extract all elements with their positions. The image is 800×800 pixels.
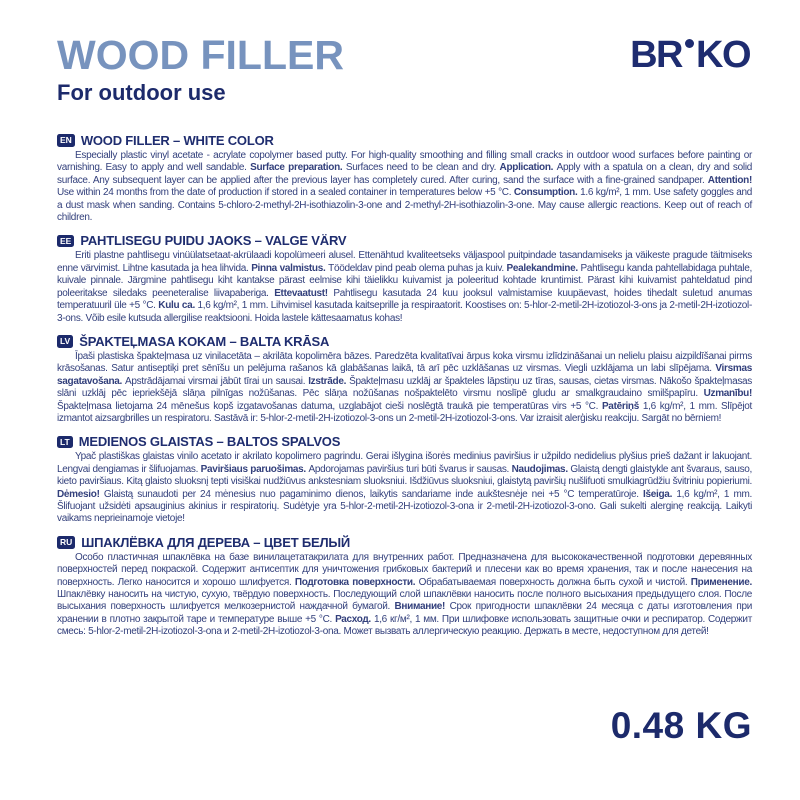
lang-badge-lt: LT [57,436,73,449]
product-subtitle: For outdoor use [57,80,226,106]
section-lt-header [57,434,752,449]
section-lt-heading: MEDIENOS GLAISTAS – BALTOS SPALVOS [78,434,341,450]
section-ee-header [57,233,752,248]
section-lt-body: Ypač plastiškas glaistas vinilo acetato ir akrilato kopolimero pagrindu. Gerai išlygina išorės medinius paviršius ir užpildo nedidelius plyšius prieš dažant ir lakuojant. Lengvai dengiamas ir šlifuojamas. Paviršiaus paruošimas. Apdorojamas paviršius turi būti švarus ir sausas. Naudojimas. Glaistą dengti glaistykle ant švaraus, sauso, kieto paviršiaus. Kitą glaisto sluoksnį tepti visiškai nudžiūvus ankstesniam sluoksniui. Išdžiūvus sluoksniui, glaistytą paviršių nušlifuoti smulkiagrūdžiu švitriniu popieriumi. Dėmesio! Glaistą sunaudoti per 24 mėnesius nuo pagaminimo dienos, laikytis sandariame inde aukštesnėje nei +5 °C temperatūroje. Išeiga. 1,6 kg/m², 1 mm. Šlifuojant užsidėti apsauginius akinius ir respiratorių. Sudėtyje yra 5-hlor-2-metil-2H-izotiozol-3-ona ir 2-metil-2H-izotiozol-3-ono. Gali sukelti alerginę reakciją. Laikyti vaikams neprieinamoje vietoje! [57,451,753,525]
briko-logo [630,36,750,74]
section-lv-body: Īpaši plastiska špakteļmasa uz vinilacetāta – akrilāta kopolimēra bāzes. Paredzēta kvalitatīvai ārpus koka virsmu izlīdzināšanai un nelielu plaisu aizpildīšanai pirms krāsošanas. Satur antiseptiķi pret sēnīšu un pelējuma rašanos kā glabāšanas laikā, tā arī pēc uzklāšanas uz virsmas. Viegli uzklājama un labi slīpējama. Virsmas sagatavošana. Apstrādājamai virsmai jābūt tīrai un sausai. Izstrāde. Špakteļmasu uzklāj ar špakteles lāpstiņu uz tīras, sausas, cietas virsmas. Nākošo špakteļmasas slāni uzklāj pēc iepriekšējā slāņa pilnīgas nožūšanas. Pēc slāņa nožūšanas nošpaktelēto virsmu noslīpē gludu ar smalkgraudaino smilšpapīru. Uzmanību! Špakteļmasa lietojama 24 mēnešus kopš izgatavošanas datuma, uzglabājot cieši noslēgtā traukā pie temperatūras virs +5 °C. Patēriņš 1,6 kg/m², 1 mm. Slīpējot izmantot aizsargbrilles un respiratoru. Sastāvā ir: 5-hlor-2-metil-2H-izotiozol-3-ons un 2-metil-2H-izotiozol-3-ons. Var izraisit alerģisku reakciju. Sargāt no bērniem! [57,350,752,424]
lang-badge-en: EN [57,134,75,147]
net-weight-label: 0.48 KG [610,705,752,746]
lang-badge-ru: RU [57,536,75,549]
section-lv-heading: ŠPAKTEĻMASA KOKAM – BALTA KRĀSA [79,333,330,349]
section-ru-body: Особо пластичная шпаклёвка на базе винилацетатакрилата для внутренних работ. Предназначена для высококачественной подготовки деревянных поверхностей перед покраской. Содержит антисептик для уничтожения грибковых бактерий и плесени как во время хранения, так и после нанесения на поверхность. Легко наносится и хорошо шлифуется. Подготовка поверхности. Обрабатываемая поверхность должна быть сухой и чистой. Применение. Шпаклёвку наносить на чистую, сухую, твёрдую поверхность. Последующий слой шпаклёвки наносить после полного высыхания предыдущего слоя. После высыхания поверхность шлифуется мелкозернистой наждачной бумагой. Внимание! Срок пригодности шпаклёвки 24 месяца с даты изготовления при хранении в плотно закрытой таре и температуре выше +5 °C. Расход. 1,6 кг/м², 1 мм. При шлифовке использовать защитные очки и респиратор. Содержит смесь: 5-hlor-2-metil-2H-izotiozol-3-ona и 2-metil-2H-izotiozol-3-ona. Может вызвать аллергическую реакцию. Держать в месте, недоступном для детей! [57,551,752,638]
section-en-header [57,133,752,148]
section-ru [57,535,752,639]
language-sections [57,133,752,639]
section-ee-heading: PAHTLISEGU PUIDU JAOKS – VALGE VÄRV [80,233,347,249]
briko-logo-text-left: BR [630,34,682,76]
product-title: WOOD FILLER [57,32,344,78]
lang-badge-ee: EE [57,235,74,248]
lang-badge-lv: LV [57,335,73,348]
briko-logo-text-right: KO [696,34,750,76]
section-en [57,133,752,224]
section-ru-heading: ШПАКЛЁВКА ДЛЯ ДЕРЕВА – ЦВЕТ БЕЛЫЙ [81,534,351,550]
label-header [57,34,752,106]
section-en-heading: WOOD FILLER – WHITE COLOR [80,133,274,149]
section-en-body: Especially plastic vinyl acetate - acrylate copolymer based putty. For high-quality smoothing and filling small cracks in outdoor wood surfaces before painting or varnishing. Easy to apply and well sandable. Surface preparation. Surfaces need to be clean and dry. Application. Apply with a spatula on a clean, dry and solid surface. Any subsequent layer can be applied after the previous layer has completely cured. After curing, sand the surface with a fine-grained sandpaper. Attention! Use within 24 months from the date of production if stored in a sealed container in temperatures below +5 °C. Consumption. 1.6 kg/m², 1 mm. Use safety goggles and a dust mask when sanding. Contains 5-chloro-2-methyl-2H-isothiazolin-3-one and 2-methyl-2H-isothiazolin-3-one. May cause allergic reactions. Keep out of reach of children. [57,150,753,224]
briko-logo-dot [685,39,694,48]
section-ee-body: Eriti plastne pahtlisegu vinüülatsetaat-akrülaadi kopolümeeri alusel. Ettenähtud kvaliteetseks väljaspool puitpindade tasandamiseks ja väikeste pragude täitmiseks enne värvimist. Lihtne kasutada ja hea lihvida. Pinna valmistus. Töödeldav pind peab olema puhas ja kuiv. Pealekandmine. Pahtlisegu kanda pahtellabidaga puhtale, kuivale pinnale. Järgmine pahtlisegu kiht kantakse pärast eelmise kihi täielikku kuivamist ja poleeritud kohtade kruntimist. Pärast kihi kuivamist pahteldatud pind poleeritakse siledaks peeneteralise liivapaberiga. Ettevaatust! Pahtlisegu kasutada 24 kuu jooksul valmistamise kuupäevast, hoides tihedalt suletud anumas temperatuuril üle +5 °C. Kulu ca. 1,6 kg/m², 1 mm. Lihvimisel kasutada kaitseprille ja respiraatorit. Koostises on: 5-hlor-2-metil-2H-izotiozol-3-ons ja 2-metil-2H-izotiozol-3-ons. Võib esile kutsuda allergilise reaktsiooni. Hoida lastele kättesaamatus kohas! [57,250,753,324]
section-lv [57,334,752,425]
section-ee [57,233,752,324]
section-ru-header [57,535,752,550]
section-lt [57,434,752,525]
section-lv-header [57,334,752,349]
